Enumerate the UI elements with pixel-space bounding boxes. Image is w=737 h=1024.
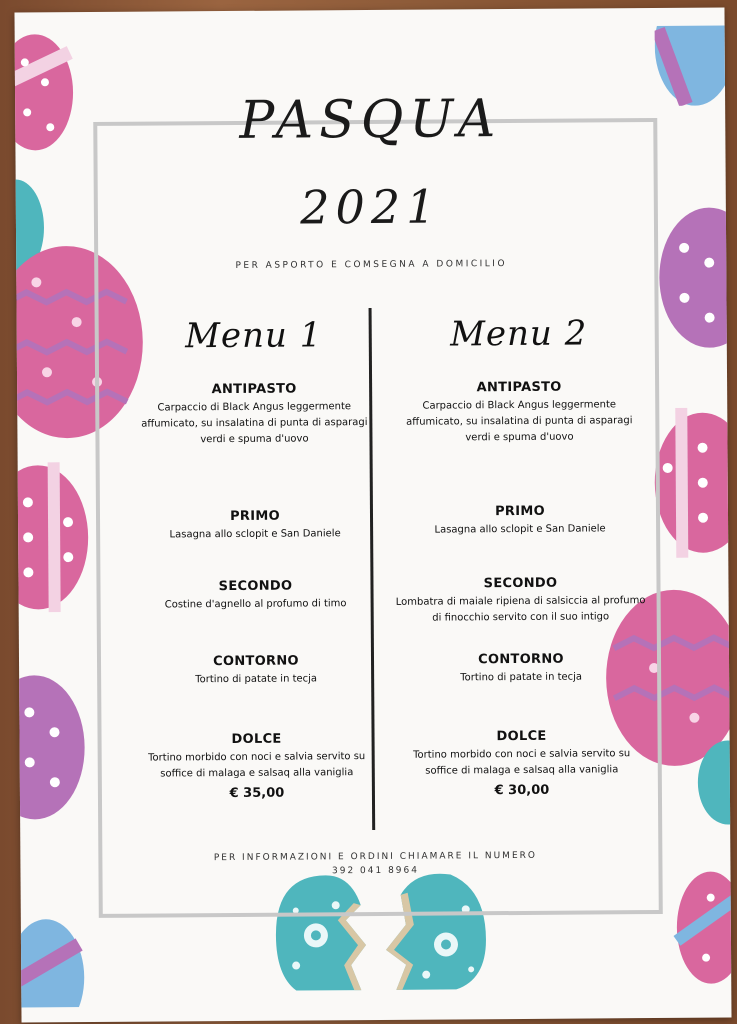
menu-1-contorno xyxy=(131,653,381,689)
menu-2-contorno xyxy=(396,651,646,687)
menu-2-antipasto xyxy=(394,379,644,447)
course-desc: Lasagna allo sclopit e San Daniele xyxy=(434,523,606,536)
course-desc: Tortino di patate in tecja xyxy=(460,671,583,684)
menu-1-price: € 35,00 xyxy=(229,785,285,802)
teal-egg-right xyxy=(688,737,732,827)
menu-2-secondo xyxy=(395,575,645,627)
menu-2-price: € 30,00 xyxy=(494,782,550,799)
year-title: 2021 xyxy=(300,179,442,235)
striped-egg-mid-left xyxy=(14,462,98,613)
course-name: ANTIPASTO xyxy=(211,381,297,398)
blue-egg-bottom-left xyxy=(16,917,87,1007)
course-desc: Costine d'agnello al profumo di timo xyxy=(164,598,347,611)
course-name: ANTIPASTO xyxy=(476,379,562,396)
menu-1-secondo xyxy=(130,578,380,614)
menu-2-primo xyxy=(395,503,645,539)
course-desc: Tortino morbido con noci e salvia servito su soffice di malaga e salsaq alla vaniglia xyxy=(148,751,366,780)
menu-1-dolce xyxy=(132,731,382,802)
footer-info: PER INFORMAZIONI E ORDINI CHIAMARE IL NUMERO xyxy=(213,850,537,864)
menu-2-title: Menu 2 xyxy=(450,313,588,355)
menu-1-primo xyxy=(130,508,380,544)
course-desc: Lasagna allo sclopit e San Daniele xyxy=(169,528,341,541)
course-name: DOLCE xyxy=(496,728,547,745)
purple-egg-left xyxy=(14,672,90,823)
course-name: SECONDO xyxy=(218,578,293,595)
course-desc: Carpaccio di Black Angus leggermente affumicato, su insalatina di punta di asparagi verdi e spuma d'uovo xyxy=(141,401,368,446)
course-name: SECONDO xyxy=(483,575,558,592)
menu-1-column xyxy=(129,315,379,802)
course-desc: Lombatra di maiale ripiena di salsiccia al profumo di finocchio servito con il suo intigo xyxy=(395,595,646,624)
menu-1-antipasto xyxy=(129,381,379,449)
menu-2-dolce xyxy=(397,728,647,799)
striped-egg-bottom-right xyxy=(670,868,731,988)
menu-2-column xyxy=(394,313,646,799)
course-name: PRIMO xyxy=(230,508,280,524)
course-desc: Carpaccio di Black Angus leggermente affumicato, su insalatina di punta di asparagi verdi e spuma d'uovo xyxy=(406,399,633,444)
footer xyxy=(20,848,730,881)
menu-sheet xyxy=(14,8,731,1023)
course-name: DOLCE xyxy=(231,731,282,747)
course-desc: Tortino morbido con noci e salvia servito su soffice di malaga e salsaq alla vaniglia xyxy=(413,748,631,777)
course-name: CONTORNO xyxy=(478,651,564,668)
page-title: PASQUA xyxy=(239,89,502,151)
course-desc: Tortino di patate in tecja xyxy=(195,673,318,686)
course-name: PRIMO xyxy=(494,503,545,520)
subtitle: PER ASPORTO E COMSEGNA A DOMICILIO xyxy=(235,259,508,271)
course-name: CONTORNO xyxy=(213,653,299,670)
menu-1-title: Menu 1 xyxy=(185,315,323,357)
footer-phone: 392 041 8964 xyxy=(331,865,420,877)
